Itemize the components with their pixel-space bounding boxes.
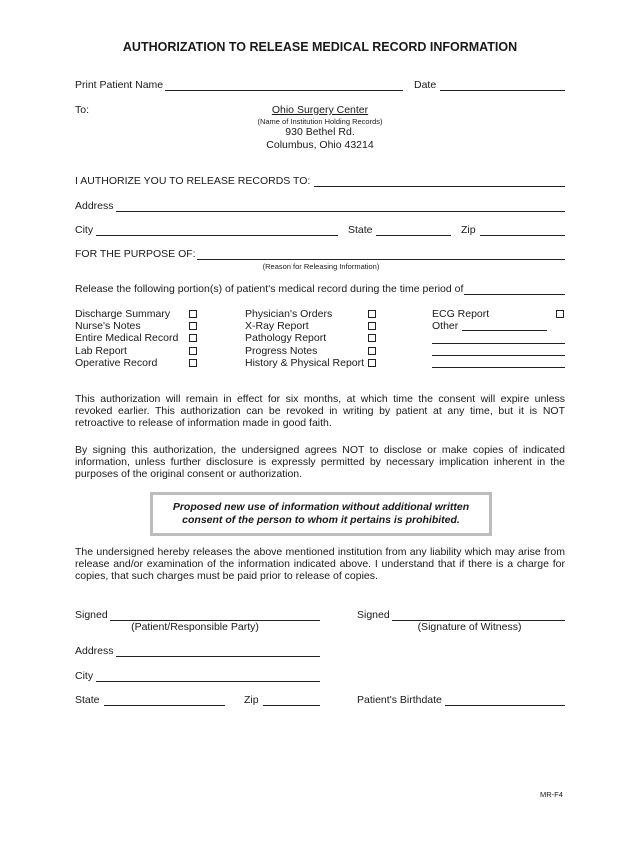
other-line-4[interactable] [432,367,565,368]
recipient-field[interactable] [314,186,565,187]
zip-field[interactable] [480,235,565,236]
city-field[interactable] [96,235,338,236]
checkbox-discharge-summary[interactable] [189,310,197,318]
record-operative-record: Operative Record [75,357,158,369]
address-label: Address [75,200,114,212]
patient-party-caption: (Patient/Responsible Party) [131,621,259,633]
notice-box [150,492,492,536]
birthdate-label: Patient's Birthdate [357,694,442,706]
purpose-caption: (Reason for Releasing Information) [262,262,380,271]
date-field[interactable] [440,90,565,91]
disclosure-paragraph: By signing this authorization, the undersigned agrees NOT to disclose or make copies of indicated information, unless further disclosure is expressly permitted by necessary implication inherent in the purposes of the original consent or authorization. [75,444,565,480]
liability-paragraph: The undersigned hereby releases the above mentioned institution from any liability which may arise from release and/or examination of the information indicated above. I understand that if there is a charge for copies, that such charges must be paid prior to release of copies. [75,546,565,582]
checkbox-pathology-report[interactable] [368,334,376,342]
checkbox-ecg-report[interactable] [556,310,564,318]
time-period-field[interactable] [464,294,565,295]
expiration-paragraph: This authorization will remain in effect for six months, at which time the consent will expire unless revoked earlier. This authorization can be revoked in writing by patient at any time, but it is NOT retroactive to release of information made in good faith. [75,393,565,429]
signed-witness-label: Signed [357,609,390,621]
checkbox-nurses-notes[interactable] [189,322,197,330]
record-xray-report: X-Ray Report [245,320,309,332]
sig-city-field[interactable] [96,681,320,682]
notice-line-1: Proposed new use of information without additional written [172,501,470,513]
sig-zip-field[interactable] [263,705,320,706]
checkbox-xray-report[interactable] [368,322,376,330]
sig-state-field[interactable] [104,705,225,706]
record-other: Other [432,320,459,332]
patient-name-label: Print Patient Name [75,79,164,91]
form-title: AUTHORIZATION TO RELEASE MEDICAL RECORD INFORMATION [122,40,518,54]
record-progress-notes: Progress Notes [245,345,318,357]
checkbox-physicians-orders[interactable] [368,310,376,318]
sig-zip-label: Zip [244,694,259,706]
record-lab-report: Lab Report [75,345,127,357]
to-label: To: [75,104,90,116]
signed-patient-label: Signed [75,609,108,621]
record-nurses-notes: Nurse's Notes [75,320,141,332]
purpose-field[interactable] [197,259,565,260]
record-history-physical: History & Physical Report [245,357,365,369]
authorize-label: I AUTHORIZE YOU TO RELEASE RECORDS TO: [75,175,311,187]
address-field[interactable] [116,211,565,212]
checkbox-progress-notes[interactable] [368,347,376,355]
record-discharge-summary: Discharge Summary [75,308,171,320]
record-entire-medical-record: Entire Medical Record [75,332,179,344]
witness-caption: (Signature of Witness) [417,621,522,633]
other-line-2[interactable] [432,343,565,344]
date-label: Date [414,79,437,91]
record-ecg-report: ECG Report [432,308,490,320]
patient-name-field[interactable] [165,90,403,91]
institution-name: Ohio Surgery Center [271,104,369,116]
checkbox-lab-report[interactable] [189,347,197,355]
checkbox-entire-medical-record[interactable] [189,334,197,342]
checkbox-operative-record[interactable] [189,359,197,367]
record-pathology-report: Pathology Report [245,332,327,344]
notice-line-2: consent of the person to whom it pertains is prohibited. [182,514,460,526]
sig-address-field[interactable] [116,656,320,657]
other-field[interactable] [462,330,547,331]
sig-city-label: City [75,670,94,682]
other-line-3[interactable] [432,355,565,356]
city-label: City [75,224,94,236]
checkbox-history-physical[interactable] [368,359,376,367]
sig-address-label: Address [75,645,114,657]
sig-state-label: State [75,694,100,706]
release-portion-label: Release the following portion(s) of patient's medical record during the time period of [75,283,464,295]
zip-label: Zip [461,224,476,236]
institution-street: 930 Bethel Rd. [285,126,355,138]
form-code: MR-F4 [540,790,563,799]
purpose-label: FOR THE PURPOSE OF: [75,248,196,260]
record-physicians-orders: Physician's Orders [245,308,333,320]
institution-city: Columbus, Ohio 43214 [266,139,374,151]
institution-caption: (Name of Institution Holding Records) [257,117,383,126]
state-field[interactable] [376,235,451,236]
state-label: State [348,224,373,236]
birthdate-field[interactable] [445,705,565,706]
